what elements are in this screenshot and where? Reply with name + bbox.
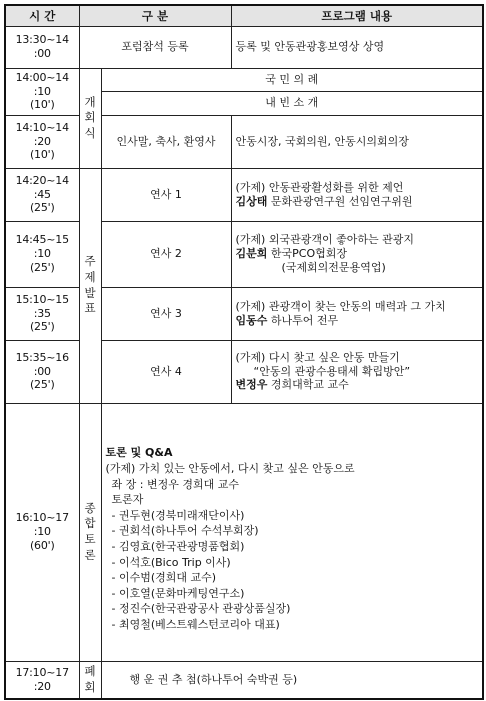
panelist-item: - 이호열(문화마케팅연구소) — [111, 586, 245, 600]
table-row — [5, 26, 483, 68]
category-char: 제 — [84, 269, 96, 284]
registration-content: 등록 및 안동관광홍보영상 상영 — [231, 26, 483, 68]
time-end: :10 — [33, 84, 51, 98]
speaker-affiliation: 경희대학교 교수 — [270, 378, 349, 392]
speech-content: 안동시장, 국회의원, 안동시의회의장 — [231, 115, 483, 168]
time-cell — [5, 168, 79, 221]
category-opening — [79, 68, 101, 168]
time-cell — [5, 68, 79, 115]
program-schedule-table — [4, 4, 484, 700]
time-start: 14:00~14 — [15, 70, 69, 84]
registration-label: 포럼참석 등록 — [79, 26, 231, 68]
header-time: 시 간 — [5, 5, 79, 26]
table-row — [5, 221, 483, 287]
speaker-content — [231, 221, 483, 287]
time-cell — [5, 340, 79, 403]
category-char: 식 — [84, 125, 96, 140]
guest-introduction: 내 빈 소 개 — [101, 91, 483, 115]
panelist-item: - 권회석(하나투어 수석부회장) — [111, 524, 259, 538]
category-closing — [79, 661, 101, 699]
discussion-title: 토론 및 Q&A — [105, 446, 173, 460]
time-end: :45 — [33, 187, 51, 201]
speaker-name: 변정우 — [235, 378, 268, 392]
panel-label: 토론자 — [111, 493, 144, 507]
time-start: 14:45~15 — [15, 233, 69, 247]
time-cell — [5, 403, 79, 661]
category-char: 주 — [84, 254, 96, 269]
discussion-content — [101, 403, 483, 661]
category-discussion — [79, 403, 101, 661]
speaker-name: 김상태 — [235, 194, 268, 208]
speaker-name: 김분희 — [235, 247, 268, 261]
panelist-item: - 이석호(Bico Trip 이사) — [111, 555, 231, 569]
speaker-affiliation: 하나투어 전무 — [270, 313, 339, 327]
header-program: 프로그램 내용 — [231, 5, 483, 26]
table-row — [5, 403, 483, 661]
speaker-label: 연사 2 — [101, 221, 231, 287]
category-char: 종 — [84, 500, 96, 515]
time-end: :20 — [33, 679, 51, 693]
time-duration: (25') — [29, 378, 55, 392]
time-end: :35 — [33, 306, 51, 320]
category-char: 론 — [84, 547, 96, 562]
closing-content: 행 운 권 추 첨(하나투어 숙박권 등) — [101, 661, 483, 699]
time-cell — [5, 221, 79, 287]
speaker-label: 연사 1 — [101, 168, 231, 221]
category-char: 회 — [84, 110, 96, 125]
category-char: 폐 — [84, 664, 96, 679]
category-char: 토 — [84, 532, 96, 546]
time-end: :20 — [33, 134, 51, 148]
table-row — [5, 68, 483, 91]
category-char: 개 — [84, 94, 96, 109]
time-start: 15:10~15 — [15, 292, 69, 306]
time-end: :00 — [33, 47, 51, 60]
time-cell — [5, 26, 79, 68]
time-duration: (25') — [29, 320, 55, 334]
talk-subtitle: “안동의 관광수용태세 확립방안” — [253, 364, 411, 378]
time-cell — [5, 287, 79, 340]
header-category: 구 분 — [79, 5, 231, 26]
discussion-theme: (가제) 가치 있는 안동에서, 다시 찾고 싶은 안동으로 — [105, 461, 355, 475]
speaker-affiliation-note: (국제회의전문용역업) — [281, 260, 386, 274]
speaker-label: 연사 4 — [101, 340, 231, 403]
category-char: 발 — [84, 285, 96, 300]
speaker-name: 임동수 — [235, 313, 268, 327]
talk-title: (가제) 다시 찾고 싶은 안동 만들기 — [235, 350, 400, 364]
time-duration: (25') — [29, 260, 55, 274]
talk-title: (가제) 관광객이 찾는 안동의 매력과 그 가치 — [235, 299, 446, 313]
category-keynote — [79, 168, 101, 403]
panelist-item: - 권두현(경북미래재단이사) — [111, 508, 245, 522]
national-ceremony: 국 민 의 례 — [101, 68, 483, 91]
time-cell — [5, 661, 79, 699]
speaker-content — [231, 287, 483, 340]
table-row — [5, 168, 483, 221]
panelist-item: - 이수범(경희대 교수) — [111, 571, 217, 585]
time-start: 16:10~17 — [15, 511, 69, 525]
table-row — [5, 340, 483, 403]
speaker-affiliation: 한국PCO협회장 — [270, 247, 348, 261]
time-duration: (10') — [29, 148, 55, 162]
table-row — [5, 115, 483, 168]
time-cell — [5, 115, 79, 168]
time-end: :10 — [33, 525, 51, 539]
time-end: :00 — [33, 364, 51, 378]
category-char: 표 — [84, 301, 96, 316]
panelist-item: - 김영효(한국관광명품협회) — [111, 540, 245, 553]
header-row — [5, 5, 483, 26]
speaker-content — [231, 168, 483, 221]
time-start: 13:30~14 — [15, 33, 69, 47]
time-start: 14:10~14 — [15, 120, 69, 134]
time-duration: (25') — [29, 201, 55, 215]
speaker-label: 연사 3 — [101, 287, 231, 340]
time-end: :10 — [33, 247, 51, 261]
time-duration: (10') — [29, 98, 55, 112]
talk-title: (가제) 안동관광활성화를 위한 제언 — [235, 180, 404, 194]
discussion-chair: 좌 장 : 변정우 경희대 교수 — [111, 477, 239, 491]
time-start: 14:20~14 — [15, 173, 69, 187]
category-char: 회 — [84, 679, 96, 694]
talk-title: (가제) 외국관광객이 좋아하는 관광지 — [235, 233, 414, 247]
panelist-item: - 최영철(베스트웨스턴코리아 대표) — [111, 618, 280, 632]
table-row — [5, 661, 483, 699]
speech-label: 인사말, 축사, 환영사 — [101, 115, 231, 168]
table-row — [5, 287, 483, 340]
speaker-affiliation: 문화관광연구원 선임연구위원 — [270, 194, 413, 208]
panelist-item: - 정진수(한국관광공사 관광상품실장) — [111, 602, 291, 616]
time-duration: (60') — [29, 538, 55, 552]
time-start: 17:10~17 — [15, 666, 69, 679]
time-start: 15:35~16 — [15, 350, 69, 364]
category-char: 합 — [84, 516, 96, 531]
speaker-content — [231, 340, 483, 403]
